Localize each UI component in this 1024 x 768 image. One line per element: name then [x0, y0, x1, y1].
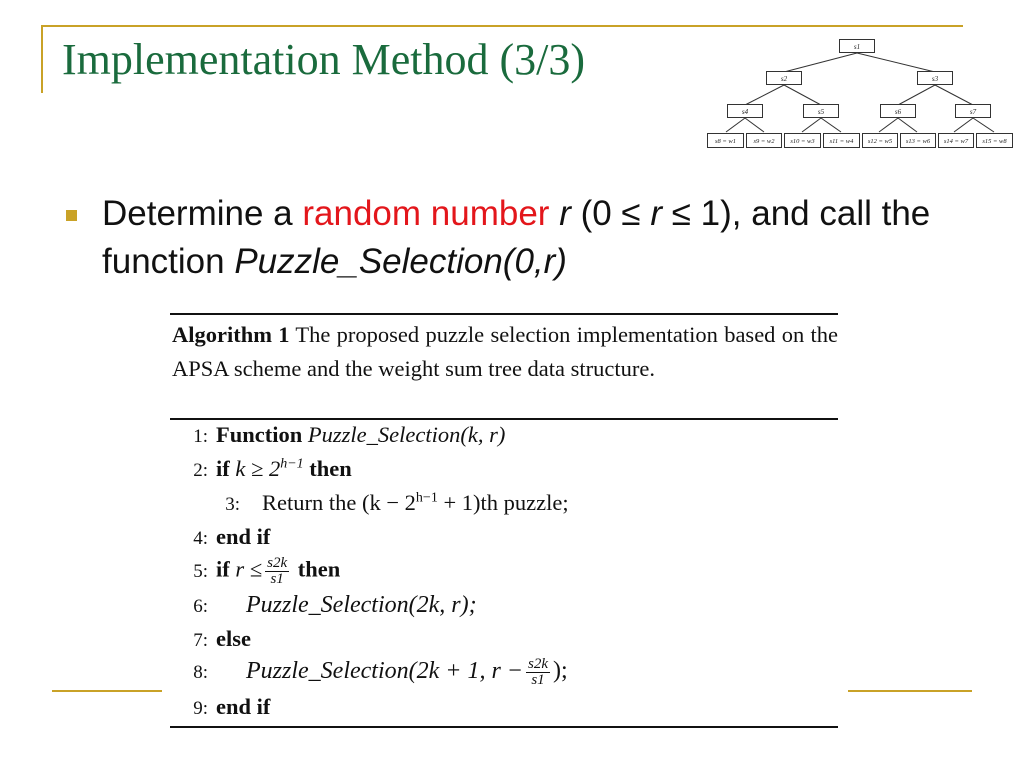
code-text: + 1)th puzzle;: [437, 490, 569, 515]
line-number: 5:: [193, 560, 208, 582]
fraction-denominator: s1: [270, 571, 284, 587]
algorithm-line: [170, 524, 270, 550]
footer-rule-left: [52, 690, 162, 692]
algorithm-line: [170, 556, 340, 587]
tree-node-root: s1: [839, 39, 875, 53]
bullet-text: [102, 190, 982, 286]
algorithm-caption-text: The proposed puzzle selection implementation based on the APSA scheme and the weight sum tree data structure.: [172, 322, 838, 381]
tree-leaf: s8 = w1: [707, 133, 744, 148]
algorithm-bottom-rule: [170, 726, 838, 728]
algorithm-line: [170, 694, 270, 720]
fraction: [526, 657, 550, 688]
tree-leaf: s11 = w4: [823, 133, 860, 148]
code-text: Puzzle_Selection(k, r): [307, 422, 506, 447]
bullet-marker: [66, 210, 77, 221]
tree-leaf: s12 = w5: [862, 133, 898, 148]
algorithm-line: [202, 490, 569, 516]
algorithm-line: [170, 456, 352, 482]
code-text: k ≥ 2: [235, 456, 281, 481]
keyword: end if: [216, 524, 271, 549]
line-number: 1:: [193, 426, 208, 447]
highlight-text: random number: [302, 194, 550, 233]
keyword: if: [216, 456, 230, 481]
tree-leaf: s10 = w3: [784, 133, 821, 148]
algorithm-line: [170, 626, 251, 652]
line-number: 9:: [193, 698, 208, 719]
bullet-part: ≤ 1), and call the function: [102, 194, 931, 281]
bullet-part: [549, 194, 559, 233]
footer-rule-right: [848, 690, 972, 692]
keyword: else: [216, 626, 251, 651]
line-number: 3:: [225, 494, 240, 515]
variable-r: r: [650, 194, 663, 233]
superscript: h−1: [415, 490, 438, 506]
superscript: h−1: [280, 456, 304, 472]
algorithm-caption: [172, 318, 838, 386]
line-number: 8:: [193, 661, 208, 683]
fraction-denominator: s1: [531, 672, 545, 688]
tree-node: s5: [803, 104, 839, 118]
tree-node: s6: [880, 104, 916, 118]
algorithm-box: [170, 310, 838, 728]
weight-sum-tree: [700, 36, 1016, 156]
tree-leaf: s15 = w8: [976, 133, 1013, 148]
tree-leaf: s9 = w2: [746, 133, 782, 148]
line-number: 2:: [193, 460, 208, 481]
tree-node: s4: [727, 104, 763, 118]
function-name: Puzzle_Selection(0,r): [234, 242, 567, 281]
keyword: then: [297, 556, 341, 582]
tree-node: s7: [955, 104, 991, 118]
line-number: 6:: [193, 596, 208, 617]
code-text: r ≤: [235, 556, 263, 582]
fraction: [265, 556, 289, 587]
algorithm-line: [170, 592, 477, 619]
frame-left-rule: [41, 25, 43, 93]
line-number: 4:: [193, 528, 208, 549]
code-text: );: [553, 657, 568, 684]
tree-leaf: s13 = w6: [900, 133, 936, 148]
bullet-part: (0 ≤: [570, 194, 651, 233]
code-text: Puzzle_Selection(2k, r);: [246, 592, 477, 618]
algorithm-top-rule: [170, 313, 838, 315]
tree-node: s2: [766, 71, 802, 85]
variable-r: r: [559, 194, 571, 233]
algorithm-line: [170, 657, 568, 688]
slide-title: Implementation Method (3/3): [62, 35, 585, 84]
keyword: then: [309, 456, 352, 481]
fraction-numerator: s2k: [528, 656, 548, 672]
bullet-part: Determine a: [102, 194, 303, 233]
keyword: Function: [216, 422, 303, 447]
fraction-numerator: s2k: [267, 555, 288, 571]
frame-top-rule: [41, 25, 963, 27]
tree-leaf: s14 = w7: [938, 133, 974, 148]
line-number: 7:: [193, 630, 208, 651]
algorithm-line: [170, 422, 505, 448]
algorithm-mid-rule: [170, 418, 838, 420]
algorithm-label: Algorithm 1: [172, 322, 290, 347]
tree-node: s3: [917, 71, 953, 85]
code-text: Puzzle_Selection(2k + 1, r −: [246, 657, 523, 684]
keyword: end if: [216, 694, 271, 719]
keyword: if: [216, 556, 230, 582]
code-text: Return the (k − 2: [262, 490, 416, 515]
